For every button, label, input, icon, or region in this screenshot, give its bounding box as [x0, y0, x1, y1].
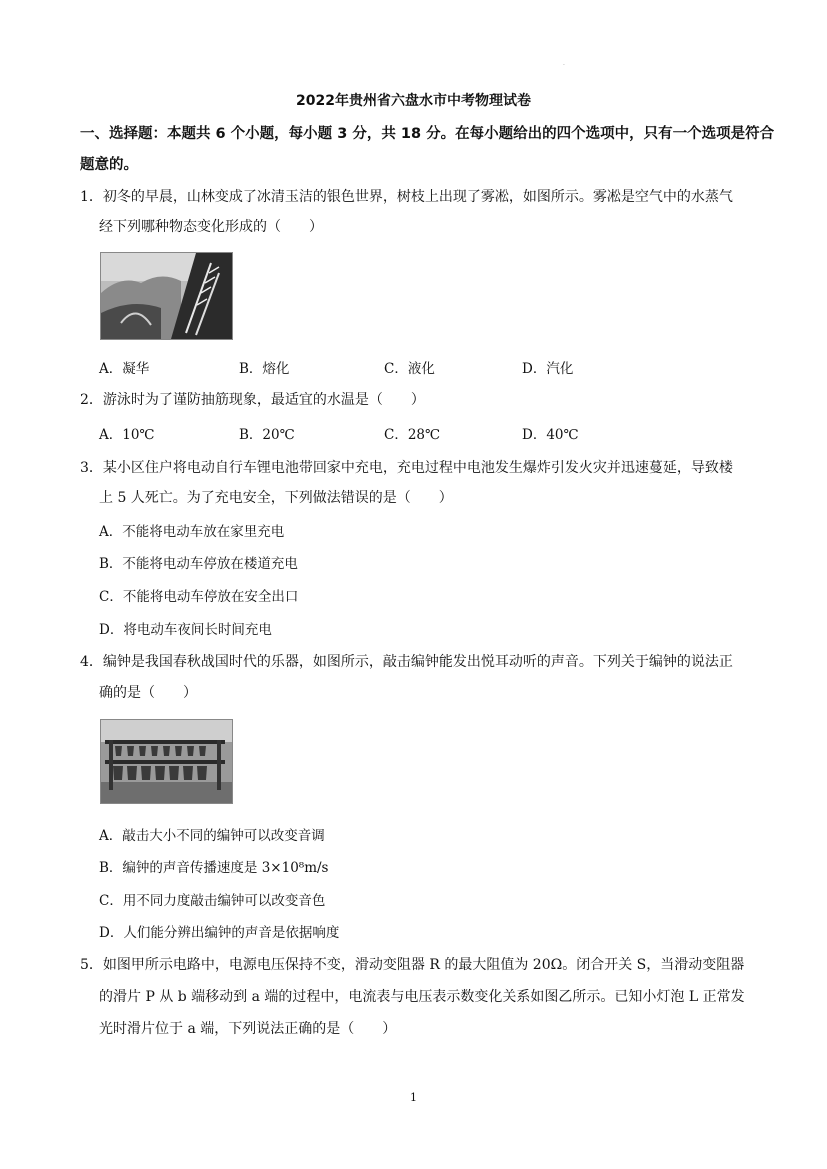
- page-title: 2022年贵州省六盘水市中考物理试卷: [296, 93, 531, 109]
- question-3-line2: 上 5 人死亡。为了充电安全，下列做法错误的是（ ）: [99, 490, 453, 506]
- section-heading-line2: 题意的。: [80, 157, 138, 173]
- q1-option-b: B．熔化: [239, 361, 290, 377]
- question-5-line1: 5．如图甲所示电路中，电源电压保持不变，滑动变阻器 R 的最大阻值为 20Ω。闭合开关 S，当滑动变阻器: [80, 957, 745, 973]
- question-5-line3: 光时滑片位于 a 端，下列说法正确的是（ ）: [99, 1021, 397, 1037]
- q2-option-d: D．40℃: [522, 427, 579, 443]
- q3-option-c: C．不能将电动车停放在安全出口: [99, 589, 299, 605]
- q4-option-a: A．敲击大小不同的编钟可以改变音调: [99, 828, 325, 844]
- question-2-line1: 2．游泳时为了谨防抽筋现象，最适宜的水温是（ ）: [80, 392, 425, 408]
- corner-mark: .: [563, 60, 565, 67]
- q4-option-b: B．编钟的声音传播速度是 3×10⁸m/s: [99, 860, 329, 876]
- page-number: 1: [410, 1091, 417, 1104]
- question-4-line1: 4．编钟是我国春秋战国时代的乐器，如图所示，敲击编钟能发出悦耳动听的声音。下列关于编钟的说法正: [80, 654, 733, 670]
- rime-frost-image: [100, 252, 233, 340]
- q4-option-c: C．用不同力度敲击编钟可以改变音色: [99, 893, 326, 909]
- q4-option-d: D．人们能分辨出编钟的声音是依据响度: [99, 925, 340, 941]
- q2-option-c: C．28℃: [384, 427, 441, 443]
- question-4-line2: 确的是（ ）: [99, 685, 197, 701]
- question-1-line2: 经下列哪种物态变化形成的（ ）: [99, 219, 323, 235]
- q3-option-b: B．不能将电动车停放在楼道充电: [99, 556, 298, 572]
- q2-option-b: B．20℃: [239, 427, 295, 443]
- q3-option-d: D．将电动车夜间长时间充电: [99, 622, 272, 638]
- q3-option-a: A．不能将电动车放在家里充电: [99, 524, 285, 540]
- question-3-line1: 3．某小区住户将电动自行车锂电池带回家中充电，充电过程中电池发生爆炸引发火灾并迅速蔓延，导致楼: [80, 460, 733, 476]
- q1-option-d: D．汽化: [522, 361, 574, 377]
- q1-option-c: C．液化: [384, 361, 435, 377]
- question-1-line1: 1．初冬的早晨，山林变成了冰清玉洁的银色世界，树枝上出现了雾凇，如图所示。雾凇是空气中的水蒸气: [80, 189, 733, 205]
- q2-option-a: A．10℃: [99, 427, 155, 443]
- q1-option-a: A．凝华: [99, 361, 150, 377]
- section-heading-line1: 一、选择题：本题共 6 个小题，每小题 3 分，共 18 分。在每小题给出的四个选项中，只有一个选项是符合: [80, 126, 775, 142]
- question-5-line2: 的滑片 P 从 b 端移动到 a 端的过程中，电流表与电压表示数变化关系如图乙所示。已知小灯泡 L 正常发: [99, 989, 745, 1005]
- bianzhong-bells-image: [100, 719, 233, 804]
